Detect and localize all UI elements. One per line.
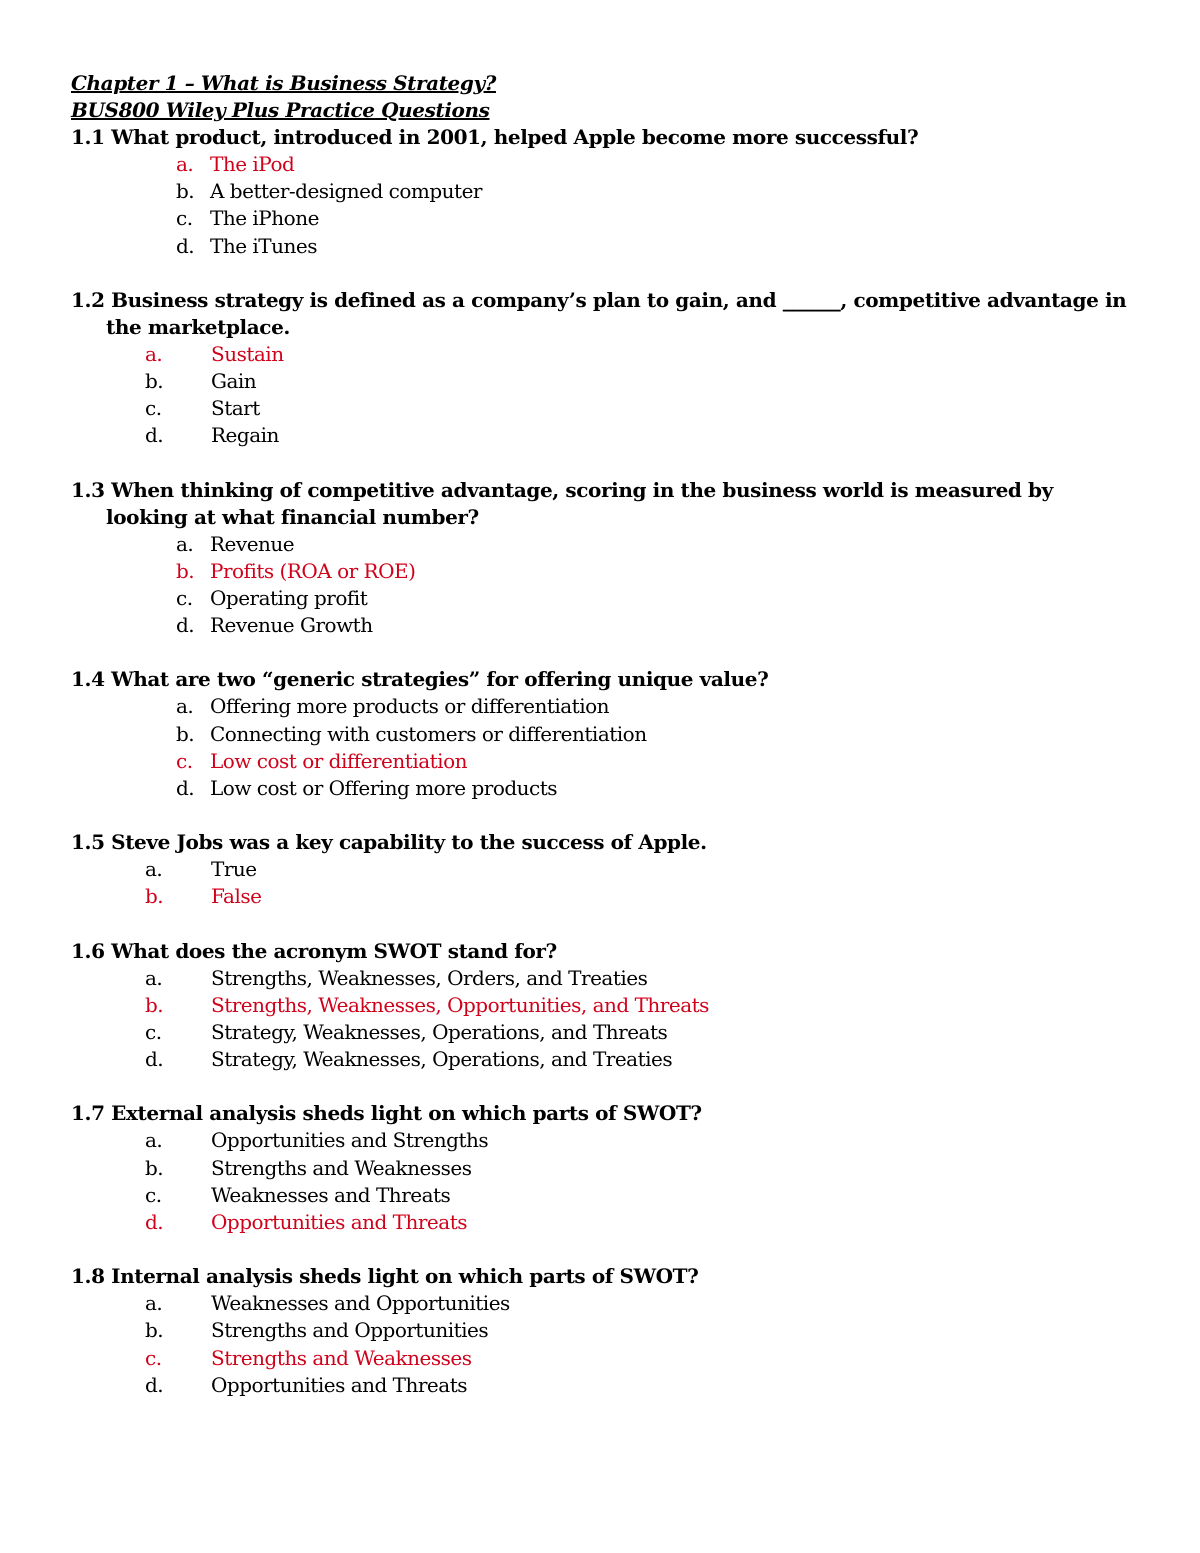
option-text: Strategy, Weaknesses, Operations, and Threats [211, 1020, 668, 1045]
answer-option [71, 233, 1131, 260]
option-letter: d. [145, 1047, 164, 1072]
answer-options [71, 693, 1131, 802]
answer-option [71, 585, 1131, 612]
answer-option [71, 775, 1131, 802]
question-1-1 [71, 124, 1131, 260]
answer-option [71, 178, 1131, 205]
option-letter: b. [145, 1155, 164, 1180]
option-letter: c. [145, 1345, 162, 1370]
option-letter: d. [176, 233, 195, 258]
option-text: Strategy, Weaknesses, Operations, and Treaties [211, 1047, 673, 1072]
answer-option [71, 1290, 1131, 1317]
option-text: Opportunities and Threats [211, 1372, 467, 1397]
answer-option [71, 1317, 1131, 1344]
option-letter: b. [145, 1318, 164, 1343]
question-1-4 [71, 666, 1131, 802]
answer-options [71, 965, 1131, 1074]
answer-options [71, 856, 1131, 910]
option-text: Gain [211, 369, 257, 394]
option-text: Strengths and Opportunities [211, 1318, 489, 1343]
question-text: 1.6 What does the acronym SWOT stand for? [71, 938, 557, 963]
question-1-8 [71, 1263, 1131, 1399]
answer-option-correct [71, 341, 1131, 368]
option-letter: c. [145, 1020, 162, 1045]
answer-option [71, 1127, 1131, 1154]
option-text: The iPod [210, 152, 295, 176]
answer-option-correct [71, 1345, 1131, 1372]
option-letter: b. [176, 558, 195, 583]
question-text: 1.4 What are two “generic strategies” for offering unique value? [71, 667, 769, 692]
option-text: A better-designed computer [210, 179, 482, 204]
option-text: Connecting with customers or differentiation [210, 721, 647, 746]
option-letter: d. [145, 423, 164, 448]
option-letter: a. [145, 341, 163, 366]
answer-option [71, 1182, 1131, 1209]
option-text: The iTunes [210, 233, 318, 258]
answer-option [71, 721, 1131, 748]
answer-options [71, 1290, 1131, 1399]
option-text: False [211, 884, 262, 909]
question-text: 1.5 Steve Jobs was a key capability to the success of Apple. [71, 830, 707, 855]
answer-option [71, 612, 1131, 639]
answer-options [71, 1127, 1131, 1236]
question-1-6 [71, 938, 1131, 1074]
question-text: 1.7 External analysis sheds light on which parts of SWOT? [71, 1101, 702, 1126]
option-text: Opportunities and Strengths [211, 1128, 489, 1153]
option-text: Strengths, Weaknesses, Orders, and Treaties [211, 965, 648, 990]
option-text: Regain [211, 423, 279, 448]
option-letter: a. [145, 1291, 163, 1316]
answer-option-correct [71, 1209, 1131, 1236]
answer-option [71, 1019, 1131, 1046]
option-letter: b. [145, 369, 164, 394]
answer-option [71, 1155, 1131, 1182]
question-text: 1.2 Business strategy is defined as a company’s plan to gain, and ______, competitive advantage in the marketplace. [71, 287, 1127, 339]
answer-options [71, 151, 1131, 260]
question-1-5 [71, 829, 1131, 910]
answer-option [71, 368, 1131, 395]
option-letter: b. [176, 721, 195, 746]
option-text: Opportunities and Threats [211, 1210, 467, 1235]
option-text: Low cost or differentiation [210, 748, 467, 773]
document-subtitle: BUS800 Wiley Plus Practice Questions [71, 98, 490, 122]
answer-option-correct [71, 558, 1131, 585]
option-letter: a. [145, 1128, 163, 1153]
answer-option [71, 965, 1131, 992]
option-letter: d. [145, 1210, 164, 1235]
option-letter: d. [176, 613, 195, 638]
option-letter: c. [145, 1182, 162, 1207]
option-letter: c. [176, 586, 193, 611]
answer-option [71, 205, 1131, 232]
option-letter: d. [145, 1372, 164, 1397]
option-text: Weaknesses and Opportunities [211, 1291, 510, 1316]
answer-option-correct [71, 992, 1131, 1019]
question-text: 1.3 When thinking of competitive advantage, scoring in the business world is measured by looking at what financial number? [71, 477, 1053, 529]
answer-option [71, 531, 1131, 558]
option-text: Start [211, 396, 260, 421]
option-letter: a. [176, 531, 194, 556]
question-1-2 [71, 287, 1131, 450]
answer-option [71, 856, 1131, 883]
answer-option [71, 395, 1131, 422]
option-text: Profits (ROA or ROE) [210, 558, 416, 583]
question-1-7 [71, 1100, 1131, 1236]
option-letter: a. [176, 694, 194, 719]
answer-option [71, 1046, 1131, 1073]
answer-option-correct [71, 883, 1131, 910]
question-text: 1.1 What product, introduced in 2001, helped Apple become more successful? [71, 125, 919, 149]
option-text: Revenue [210, 531, 295, 556]
answer-option [71, 693, 1131, 720]
option-text: Strengths and Weaknesses [211, 1345, 472, 1370]
answer-options [71, 341, 1131, 450]
answer-option-correct [71, 748, 1131, 775]
option-text: The iPhone [210, 206, 319, 231]
document-title: Chapter 1 – What is Business Strategy? [71, 71, 497, 95]
option-letter: d. [176, 776, 195, 801]
option-text: Operating profit [210, 586, 368, 611]
option-letter: a. [145, 857, 163, 882]
question-list [71, 124, 1131, 1399]
option-text: Low cost or Offering more products [210, 776, 558, 801]
option-letter: b. [145, 992, 164, 1017]
answer-option-correct [71, 151, 1131, 178]
option-letter: b. [145, 884, 164, 909]
answer-options [71, 531, 1131, 640]
question-1-3 [71, 477, 1131, 640]
option-letter: a. [176, 152, 194, 176]
option-text: Revenue Growth [210, 613, 373, 638]
option-text: Strengths and Weaknesses [211, 1155, 472, 1180]
option-text: Sustain [211, 341, 284, 366]
option-text: Weaknesses and Threats [211, 1182, 451, 1207]
answer-option [71, 1372, 1131, 1399]
option-letter: a. [145, 965, 163, 990]
document-page [71, 70, 1131, 1399]
option-letter: b. [176, 179, 195, 204]
option-text: Strengths, Weaknesses, Opportunities, and Threats [211, 992, 709, 1017]
option-letter: c. [145, 396, 162, 421]
option-text: Offering more products or differentiation [210, 694, 610, 719]
answer-option [71, 422, 1131, 449]
question-text: 1.8 Internal analysis sheds light on which parts of SWOT? [71, 1264, 699, 1289]
option-letter: c. [176, 748, 193, 773]
option-letter: c. [176, 206, 193, 231]
option-text: True [211, 857, 257, 882]
